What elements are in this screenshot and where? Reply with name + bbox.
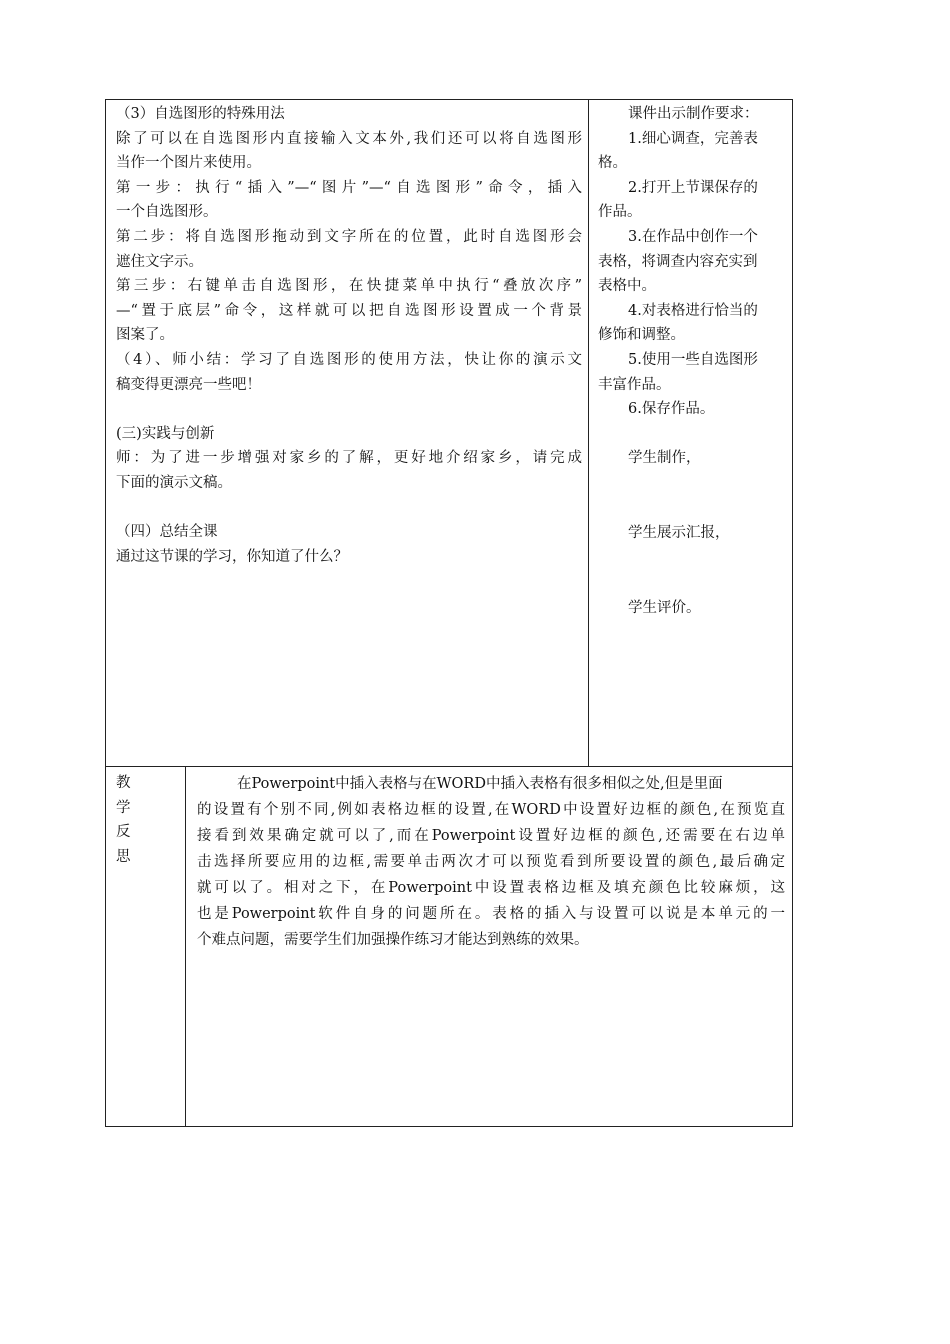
lesson-content-cell xyxy=(116,102,582,569)
reflection-table xyxy=(105,766,793,1127)
column-divider xyxy=(185,767,186,1126)
text-line: 除了可以在自选图形内直接输入文本外,我们还可以将自选图形 xyxy=(116,130,582,147)
spacer xyxy=(116,496,582,521)
requirement-line: 3.在作品中创作一个 xyxy=(628,228,758,245)
student-make-note: 学生制作， xyxy=(628,450,701,467)
reflection-label xyxy=(116,771,146,869)
reflection-line: 就可以了。相对之下，在Powerpoint中设置表格边框及填充颜色比较麻烦，这 xyxy=(197,880,785,896)
column-divider xyxy=(588,100,589,766)
spacer xyxy=(598,546,790,596)
requirements-title: 课件出示制作要求： xyxy=(628,106,759,122)
reflection-content xyxy=(197,771,785,953)
label-char: 思 xyxy=(116,848,131,865)
student-eval-note: 学生评价。 xyxy=(628,599,701,616)
requirement-line: 6.保存作品。 xyxy=(628,401,715,418)
requirement-line: 表格中。 xyxy=(598,278,656,295)
requirement-line: 丰富作品。 xyxy=(598,376,671,393)
summary-question: 通过这节课的学习，你知道了什么？ xyxy=(116,548,348,565)
spacer xyxy=(598,422,790,447)
text-line: 图案了。 xyxy=(116,327,174,344)
requirement-line: 修饰和调整。 xyxy=(598,327,685,344)
reflection-line: 击选择所要应用的边框,需要单击两次才可以预览看到所要设置的颜色,最后确定 xyxy=(197,854,785,870)
text-line: 一个自选图形。 xyxy=(116,204,218,221)
teacher-summary-line: （4）、师小结：学习了自选图形的使用方法，快让你的演示文 xyxy=(116,351,582,368)
requirement-line: 2.打开上节课保存的 xyxy=(628,179,758,196)
reflection-line: 接看到效果确定就可以了,而在Powerpoint设置好边框的颜色,还需要在右边单 xyxy=(197,828,785,844)
text-line: 当作一个图片来使用。 xyxy=(116,155,261,172)
requirement-line: 1.细心调查，完善表 xyxy=(628,130,758,147)
text-line: 稿变得更漂亮一些吧！ xyxy=(116,376,261,393)
text-line: —“置于底层”命令，这样就可以把自选图形设置成一个背景 xyxy=(116,302,582,319)
lesson-table xyxy=(105,99,793,767)
step-two-line: 第二步：将自选图形拖动到文字所在的位置，此时自选图形会 xyxy=(116,228,582,245)
requirement-line: 表格，将调查内容充实到 xyxy=(598,253,758,270)
practice-heading: (三)实践与创新 xyxy=(116,425,215,442)
spacer xyxy=(116,397,582,422)
step-three-line: 第三步：右键单击自选图形，在快捷菜单中执行“叠放次序” xyxy=(116,278,582,295)
reflection-line: 也是Powerpoint软件自身的问题所在。表格的插入与设置可以说是本单元的一 xyxy=(197,906,785,922)
label-char: 教 xyxy=(116,775,131,791)
practice-line: 师：为了进一步增强对家乡的了解，更好地介绍家乡，请完成 xyxy=(116,450,582,467)
requirement-line: 格。 xyxy=(598,155,627,172)
text-line: 遮住文字示。 xyxy=(116,253,203,270)
reflection-line: 在Powerpoint中插入表格与在WORD中插入表格有很多相似之处,但是里面 xyxy=(237,776,723,792)
label-char: 反 xyxy=(116,824,131,841)
requirement-line: 4.对表格进行恰当的 xyxy=(628,302,758,319)
special-usage-heading: （3）自选图形的特殊用法 xyxy=(116,106,285,122)
spacer xyxy=(598,471,790,521)
practice-line: 下面的演示文稿。 xyxy=(116,474,232,491)
student-report-note: 学生展示汇报， xyxy=(628,524,730,541)
requirement-line: 作品。 xyxy=(598,204,642,221)
label-char: 学 xyxy=(116,799,131,816)
step-one-line: 第一步：执行“插入”—“图片”—“自选图形”命令，插入 xyxy=(116,179,582,196)
reflection-line: 个难点问题，需要学生们加强操作练习才能达到熟练的效果。 xyxy=(197,932,589,948)
requirement-line: 5.使用一些自选图形 xyxy=(628,351,758,368)
reflection-line: 的设置有个别不同,例如表格边框的设置,在WORD中设置好边框的颜色,在预览直 xyxy=(197,802,785,818)
summary-heading: （四）总结全课 xyxy=(116,524,218,541)
requirements-cell xyxy=(598,102,790,620)
